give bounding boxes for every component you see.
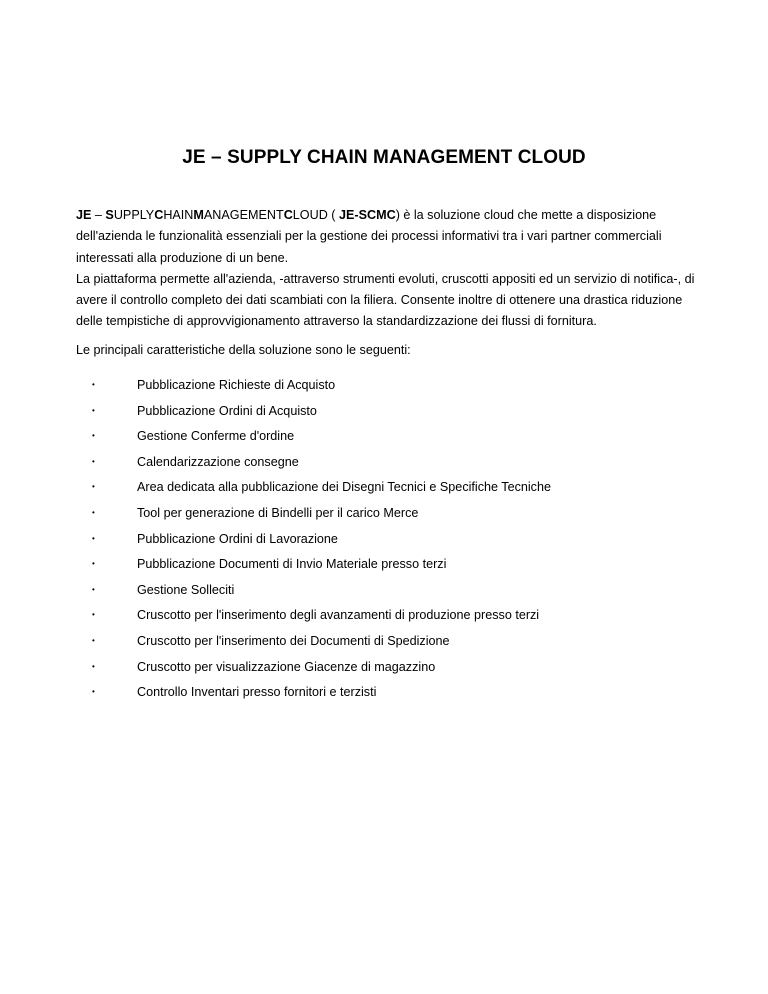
description-paragraph-2: La piattaforma permette all'azienda, -attraverso strumenti evoluti, cruscotti appositi ed un servizio di notifica-, di avere il controllo completo dei dati scambiati con la filiera. Consente inoltre di ottenere una drastica riduzione delle tempistiche di approvvigionamento attraverso la standardizzazione dei flussi di fornitura. <box>76 271 695 329</box>
bullet-icon: • <box>92 456 95 466</box>
feature-label: Calendarizzazione consegne <box>137 454 299 469</box>
feature-label: Pubblicazione Ordini di Lavorazione <box>137 531 338 546</box>
acronym-letter-c2: C <box>283 208 293 222</box>
je-label: JE <box>76 208 92 222</box>
feature-label: Cruscotto per visualizzazione Giacenze di magazzino <box>137 659 436 674</box>
word-supply-rest: UPPLY <box>113 208 155 222</box>
bullet-icon: • <box>92 661 95 671</box>
word-chain-rest: HAIN <box>163 208 194 222</box>
bullet-icon: • <box>92 507 95 517</box>
feature-label: Pubblicazione Documenti di Invio Materiale presso terzi <box>137 557 447 572</box>
word-cloud-rest: LOUD <box>292 208 328 222</box>
feature-label: Area dedicata alla pubblicazione dei Disegni Tecnici e Specifiche Tecniche <box>137 480 551 495</box>
features-intro: Le principali caratteristiche della soluzione sono le seguenti: <box>76 343 411 357</box>
feature-label: Pubblicazione Richieste di Acquisto <box>137 378 336 392</box>
bullet-icon: • <box>92 610 95 620</box>
dash-separator: – <box>91 208 106 222</box>
bullet-icon: • <box>92 482 95 492</box>
feature-label: Gestione Conferme d'ordine <box>137 429 295 444</box>
acronym-letter-m: M <box>193 208 204 222</box>
feature-label: Cruscotto per l'inserimento degli avanzamenti di produzione presso terzi <box>137 608 540 623</box>
bullet-icon: • <box>92 405 95 415</box>
acronym-letter-c: C <box>154 208 164 222</box>
bullet-icon: • <box>92 380 95 389</box>
document-title: JE – SUPPLY CHAIN MANAGEMENT CLOUD <box>182 147 586 168</box>
acronym-letter-s: S <box>105 208 114 222</box>
description-paragraph-1 <box>76 205 706 269</box>
feature-label: Gestione Solleciti <box>137 582 235 597</box>
paren-open: ( <box>327 208 339 222</box>
bullet-icon: • <box>92 635 95 645</box>
word-management-rest: ANAGEMENT <box>203 208 284 222</box>
acronym-je-scmc: JE-SCMC <box>339 208 396 222</box>
bullet-icon: • <box>92 533 95 543</box>
feature-label: Cruscotto per l'inserimento dei Documenti di Spedizione <box>137 633 450 648</box>
bullet-icon: • <box>92 584 95 594</box>
description-paragraph-1-rest: ) è la soluzione cloud che mette a disposizione dell'azienda le funzionalità essenziali per la gestione dei processi informativi tra i vari partner commerciali interessati alla produzione di un bene. <box>76 208 662 265</box>
feature-label: Controllo Inventari presso fornitori e terzisti <box>137 685 377 700</box>
bullet-icon: • <box>92 431 95 441</box>
bullet-icon: • <box>92 559 95 569</box>
bullet-icon: • <box>92 687 95 697</box>
feature-label: Tool per generazione di Bindelli per il carico Merce <box>137 505 419 520</box>
description-block <box>76 205 706 333</box>
feature-label: Pubblicazione Ordini di Acquisto <box>137 403 317 418</box>
